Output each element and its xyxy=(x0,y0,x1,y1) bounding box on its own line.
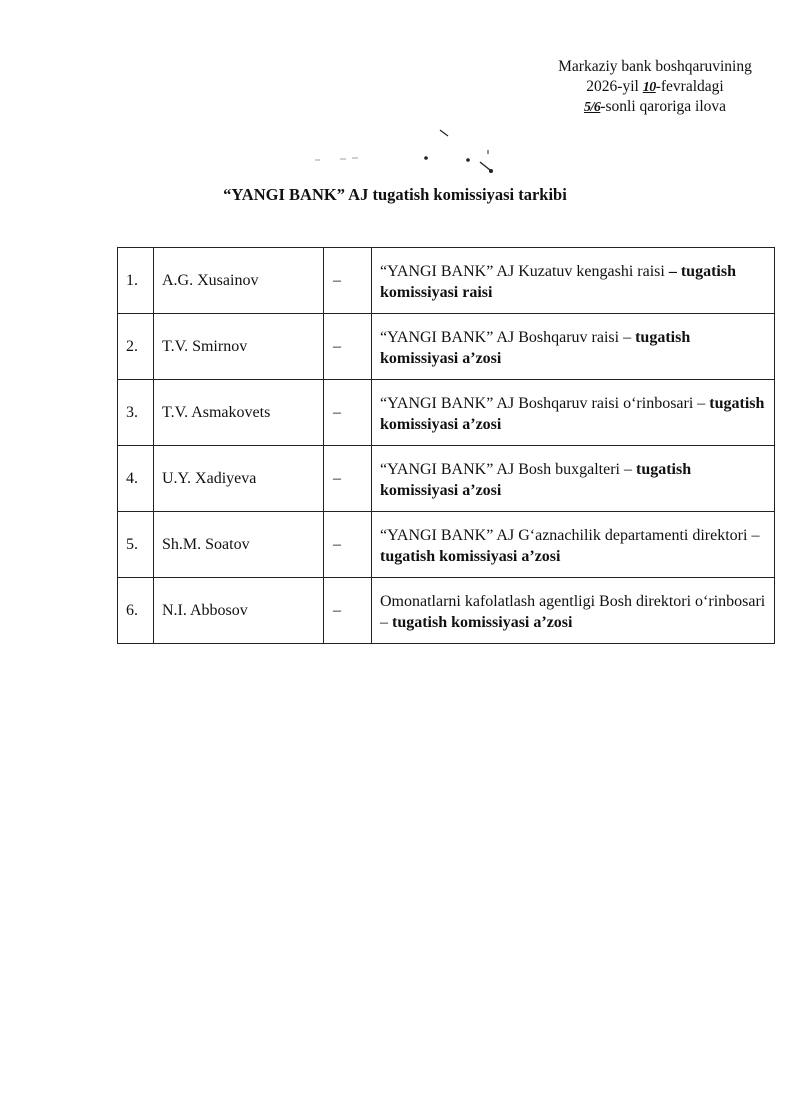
table-row xyxy=(118,446,775,512)
approval-month: -fevraldagi xyxy=(655,77,724,95)
member-role xyxy=(372,512,775,578)
member-number: 1. xyxy=(118,248,154,314)
role-commission: tugatish komissiyasi a’zosi xyxy=(380,460,692,499)
approval-note xyxy=(530,57,780,118)
approval-line-3 xyxy=(530,97,780,118)
member-name: A.G. Xusainov xyxy=(154,248,324,314)
table-row xyxy=(118,248,775,314)
member-number: 4. xyxy=(118,446,154,512)
role-commission: tugatish komissiyasi a’zosi xyxy=(380,328,691,367)
dash-separator: – xyxy=(324,512,372,578)
member-role xyxy=(372,578,775,644)
member-number: 2. xyxy=(118,314,154,380)
table-row xyxy=(118,512,775,578)
role-commission: – tugatish komissiyasi raisi xyxy=(380,262,736,301)
role-position: “YANGI BANK” AJ Boshqaruv raisi o‘rinbosari – xyxy=(380,394,710,412)
member-name: N.I. Abbosov xyxy=(154,578,324,644)
commission-table xyxy=(117,247,775,644)
approval-line-2 xyxy=(530,77,780,98)
handwritten-day: 10 xyxy=(642,79,656,95)
role-commission: tugatish komissiyasi a’zosi xyxy=(380,547,561,565)
member-number: 3. xyxy=(118,380,154,446)
approval-year: 2026-yil xyxy=(586,77,639,95)
member-role xyxy=(372,380,775,446)
approval-number-suffix: -sonli qaroriga ilova xyxy=(600,98,727,115)
dash-separator: – xyxy=(324,578,372,644)
dash-separator: – xyxy=(324,314,372,380)
member-number: 5. xyxy=(118,512,154,578)
handwritten-number: 5/6 xyxy=(583,100,601,115)
member-name: U.Y. Xadiyeva xyxy=(154,446,324,512)
member-name: Sh.M. Soatov xyxy=(154,512,324,578)
role-position: “YANGI BANK” AJ Boshqaruv raisi – xyxy=(380,328,636,346)
member-name: T.V. Smirnov xyxy=(154,314,324,380)
dash-separator: – xyxy=(324,380,372,446)
member-role xyxy=(372,446,775,512)
table-row xyxy=(118,380,775,446)
dash-separator: – xyxy=(324,446,372,512)
document-title: “YANGI BANK” AJ tugatish komissiyasi tarkibi xyxy=(223,185,567,204)
approval-line-1: Markaziy bank boshqaruvining xyxy=(558,58,752,75)
member-number: 6. xyxy=(118,578,154,644)
table-row xyxy=(118,314,775,380)
role-position: Omonatlarni kafolatlash agentligi Bosh direktori o‘rinbosari – xyxy=(380,592,766,631)
role-commission: tugatish komissiyasi a’zosi xyxy=(380,394,765,433)
member-name: T.V. Asmakovets xyxy=(154,380,324,446)
table-row xyxy=(118,578,775,644)
role-position: “YANGI BANK” AJ Bosh buxgalteri – xyxy=(380,460,636,478)
role-commission: tugatish komissiyasi a’zosi xyxy=(392,613,573,631)
scan-marks xyxy=(300,118,520,178)
member-role xyxy=(372,314,775,380)
dash-separator: – xyxy=(324,248,372,314)
role-position: “YANGI BANK” AJ Kuzatuv kengashi raisi xyxy=(380,262,669,280)
role-position: “YANGI BANK” AJ G‘aznachilik departamenti direktori – xyxy=(380,526,760,544)
member-role xyxy=(372,248,775,314)
